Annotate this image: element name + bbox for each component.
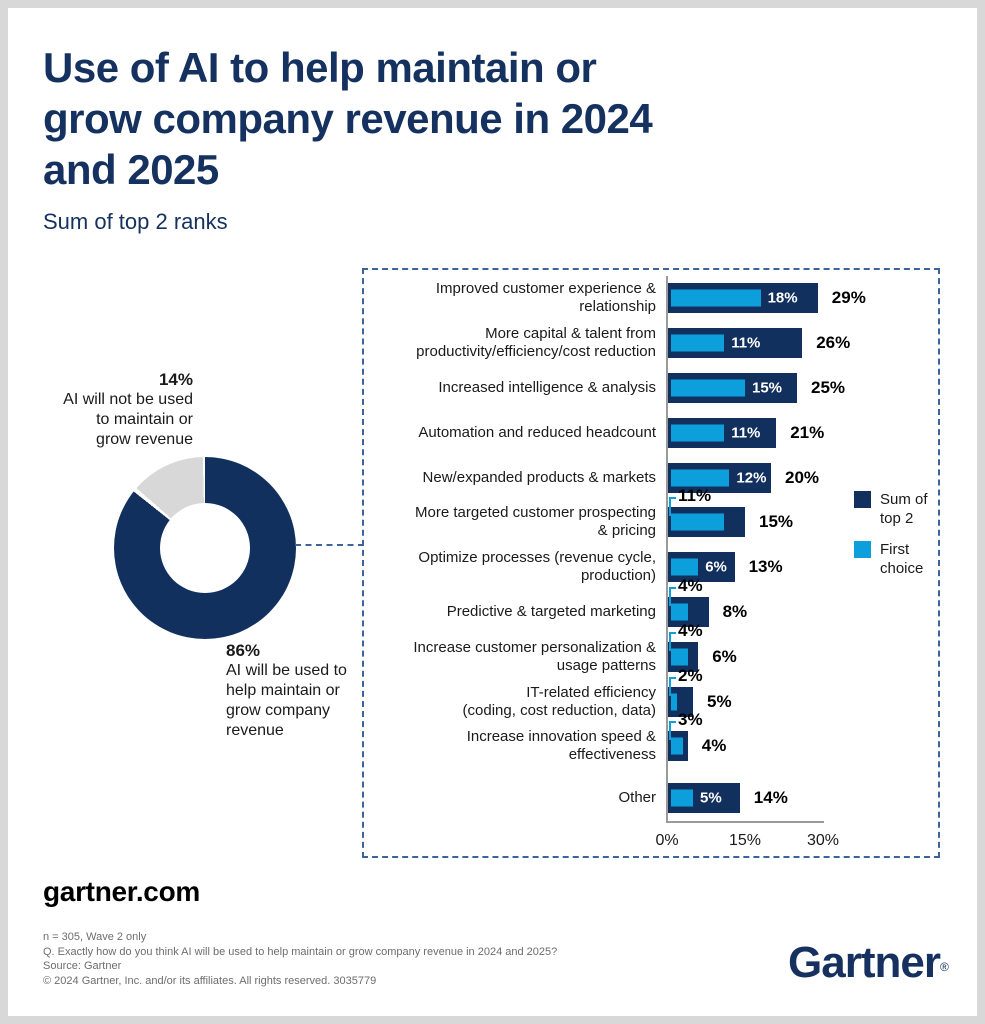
first-choice-value: 4% (678, 575, 703, 595)
category-label: Improved customer experience & relationship (435, 280, 656, 316)
bar-row (364, 545, 938, 590)
bar-row (364, 366, 938, 411)
donut-to-panel-connector-line (295, 544, 364, 546)
sum-of-top-2-value: 25% (811, 377, 846, 397)
sum-of-top-2-value: 26% (816, 333, 851, 353)
legend-item-sum-of-top-2: Sum of top 2 (854, 490, 928, 528)
x-axis-line (666, 821, 824, 823)
bar-row (364, 710, 938, 769)
bar-row (364, 665, 938, 724)
first-choice-bar (671, 424, 724, 441)
footnote-source: Source: Gartner (43, 960, 122, 972)
gartner-com-text: gartner.com (43, 876, 200, 907)
category-label: Increased intelligence & analysis (438, 378, 656, 396)
first-choice-value: 3% (678, 710, 703, 730)
bar-chart-panel (362, 268, 940, 858)
first-choice-bar (671, 693, 677, 710)
category-label: Increase innovation speed & effectiveness (466, 728, 656, 764)
donut-hole (160, 503, 250, 593)
category-label: Other (618, 788, 656, 806)
first-choice-bar (671, 559, 698, 576)
first-choice-value: 11% (731, 424, 761, 442)
first-choice-leader-line (669, 721, 676, 740)
category-label: Automation and reduced headcount (418, 423, 656, 441)
sum-of-top-2-value: 20% (785, 467, 820, 487)
first-choice-bar (671, 290, 761, 307)
title-line-3: and 2025 (43, 146, 219, 194)
x-tick-30: 30% (806, 832, 840, 849)
first-choice-bar (671, 514, 724, 531)
bar-row (364, 455, 938, 500)
title-line-2: grow company revenue in 2024 (43, 95, 653, 143)
bar-row (364, 321, 938, 366)
sum-of-top-2-bar (667, 283, 818, 313)
legend-swatch-sum-of-top-2 (854, 491, 871, 508)
title-line-1: Use of AI to help maintain or (43, 44, 597, 91)
first-choice-value: 11% (678, 486, 712, 506)
category-label: More capital & talent from productivity/efficiency/cost reduction (416, 325, 656, 361)
donut-value-used: 86% (226, 641, 261, 660)
first-choice-value: 4% (678, 620, 703, 640)
sum-of-top-2-bar (667, 507, 745, 537)
page-title (43, 42, 823, 196)
bar-row (364, 276, 938, 321)
category-label: IT-related efficiency (coding, cost reduction, data) (462, 683, 656, 719)
first-choice-leader-line (669, 632, 676, 651)
first-choice-bar (671, 603, 688, 620)
sum-of-top-2-bar (667, 373, 797, 403)
bar-rows-container (364, 276, 938, 821)
footnotes (43, 930, 557, 988)
footnote-question: Q. Exactly how do you think AI will be used to help maintain or grow company revenue in 2024 and 2025? (43, 945, 558, 958)
first-choice-value: 2% (678, 665, 703, 685)
sum-of-top-2-value: 6% (712, 646, 737, 666)
registered-mark: ® (939, 960, 948, 974)
legend-item-first-choice: First choice (854, 540, 928, 578)
bar-row (364, 575, 938, 635)
bar-row (364, 410, 938, 455)
bar-row (364, 486, 938, 545)
category-label: More targeted customer prospecting & pricing (415, 504, 656, 540)
bar-row (364, 775, 938, 821)
sum-of-top-2-value: 5% (707, 691, 732, 711)
sum-of-top-2-bar (667, 328, 802, 358)
first-choice-value: 12% (736, 469, 767, 487)
sum-of-top-2-bar (667, 783, 740, 813)
first-choice-bar (671, 469, 729, 486)
category-label: Predictive & targeted marketing (446, 602, 656, 620)
sum-of-top-2-value: 4% (701, 736, 727, 756)
first-choice-value: 15% (752, 379, 783, 397)
sum-of-top-2-bar (667, 418, 776, 448)
sum-of-top-2-value: 13% (748, 557, 783, 577)
y-axis-line (666, 276, 668, 823)
sum-of-top-2-value: 21% (790, 422, 825, 442)
first-choice-leader-line (669, 677, 676, 696)
sum-of-top-2-value: 8% (722, 601, 748, 621)
category-label: New/expanded products & markets (422, 468, 656, 486)
gartner-logo: Gartner® (788, 938, 948, 987)
first-choice-bar (671, 335, 724, 352)
donut-label-not-used: 14% AI will not be used to maintain or grow revenue (28, 370, 193, 450)
first-choice-bar (671, 738, 683, 755)
donut-value-not-used: 14% (158, 370, 193, 389)
sum-of-top-2-value: 29% (831, 288, 866, 308)
first-choice-bar (671, 648, 688, 665)
footnote-sample: n = 305, Wave 2 only (43, 931, 147, 943)
x-tick-0: 0% (655, 832, 679, 849)
x-tick-15: 15% (728, 832, 762, 849)
sum-of-top-2-value: 14% (753, 787, 788, 807)
chart-subtitle: Sum of top 2 ranks (43, 209, 228, 234)
category-label: Increase customer personalization & usage patterns (413, 638, 656, 674)
category-label: Optimize processes (revenue cycle, production) (418, 549, 656, 585)
first-choice-value: 11% (731, 334, 761, 352)
first-choice-value: 5% (700, 789, 722, 807)
first-choice-value: 6% (705, 558, 727, 576)
legend-swatch-first-choice (854, 541, 871, 558)
first-choice-leader-line (669, 587, 676, 606)
first-choice-leader-line (669, 497, 676, 516)
sum-of-top-2-value: 15% (759, 512, 794, 532)
donut-chart (114, 457, 296, 639)
first-choice-value: 18% (767, 289, 798, 307)
first-choice-bar (671, 789, 693, 806)
footnote-copyright: © 2024 Gartner, Inc. and/or its affiliates. All rights reserved. 3035779 (43, 974, 377, 987)
first-choice-bar (671, 379, 745, 396)
donut-label-used: 86% AI will be used to help maintain or grow company revenue (226, 641, 401, 741)
chart-legend (854, 490, 928, 590)
bar-row (364, 620, 938, 679)
